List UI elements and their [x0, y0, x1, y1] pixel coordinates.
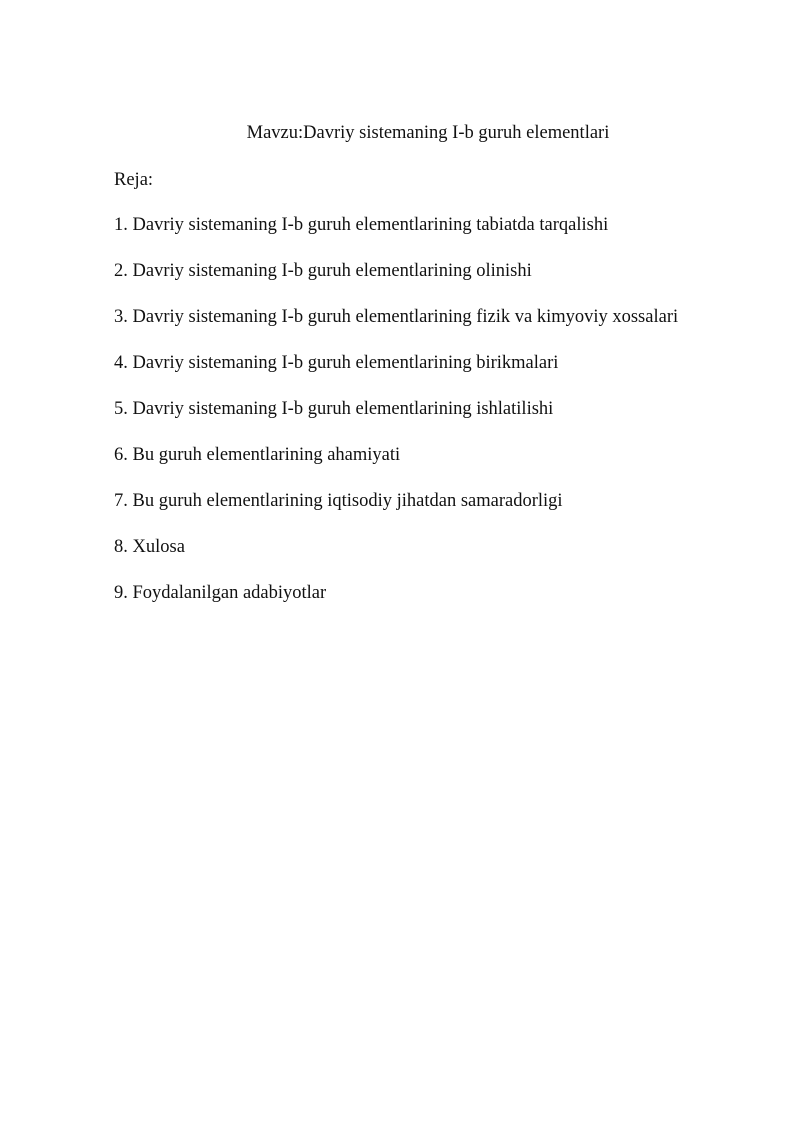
plan-item: 7. Bu guruh elementlarining iqtisodiy jihatdan samaradorligi: [114, 491, 563, 511]
plan-item: 4. Davriy sistemaning I-b guruh elementlarining birikmalari: [114, 353, 559, 373]
plan-item: 5. Davriy sistemaning I-b guruh elementlarining ishlatilishi: [114, 399, 554, 419]
plan-list: [114, 214, 678, 628]
plan-item: 9. Foydalanilgan adabiyotlar: [114, 583, 327, 603]
plan-item: 2. Davriy sistemaning I-b guruh elementlarining olinishi: [114, 261, 532, 281]
document-title: Mavzu:Davriy sistemaning I-b guruh elementlari: [246, 123, 610, 143]
plan-item: 8. Xulosa: [114, 537, 185, 557]
plan-item: 3. Davriy sistemaning I-b guruh elementlarining fizik va kimyoviy xossalari: [114, 307, 679, 327]
plan-item: 1. Davriy sistemaning I-b guruh elementlarining tabiatda tarqalishi: [114, 215, 609, 235]
plan-heading: Reja:: [114, 170, 154, 190]
plan-item: 6. Bu guruh elementlarining ahamiyati: [114, 445, 401, 465]
